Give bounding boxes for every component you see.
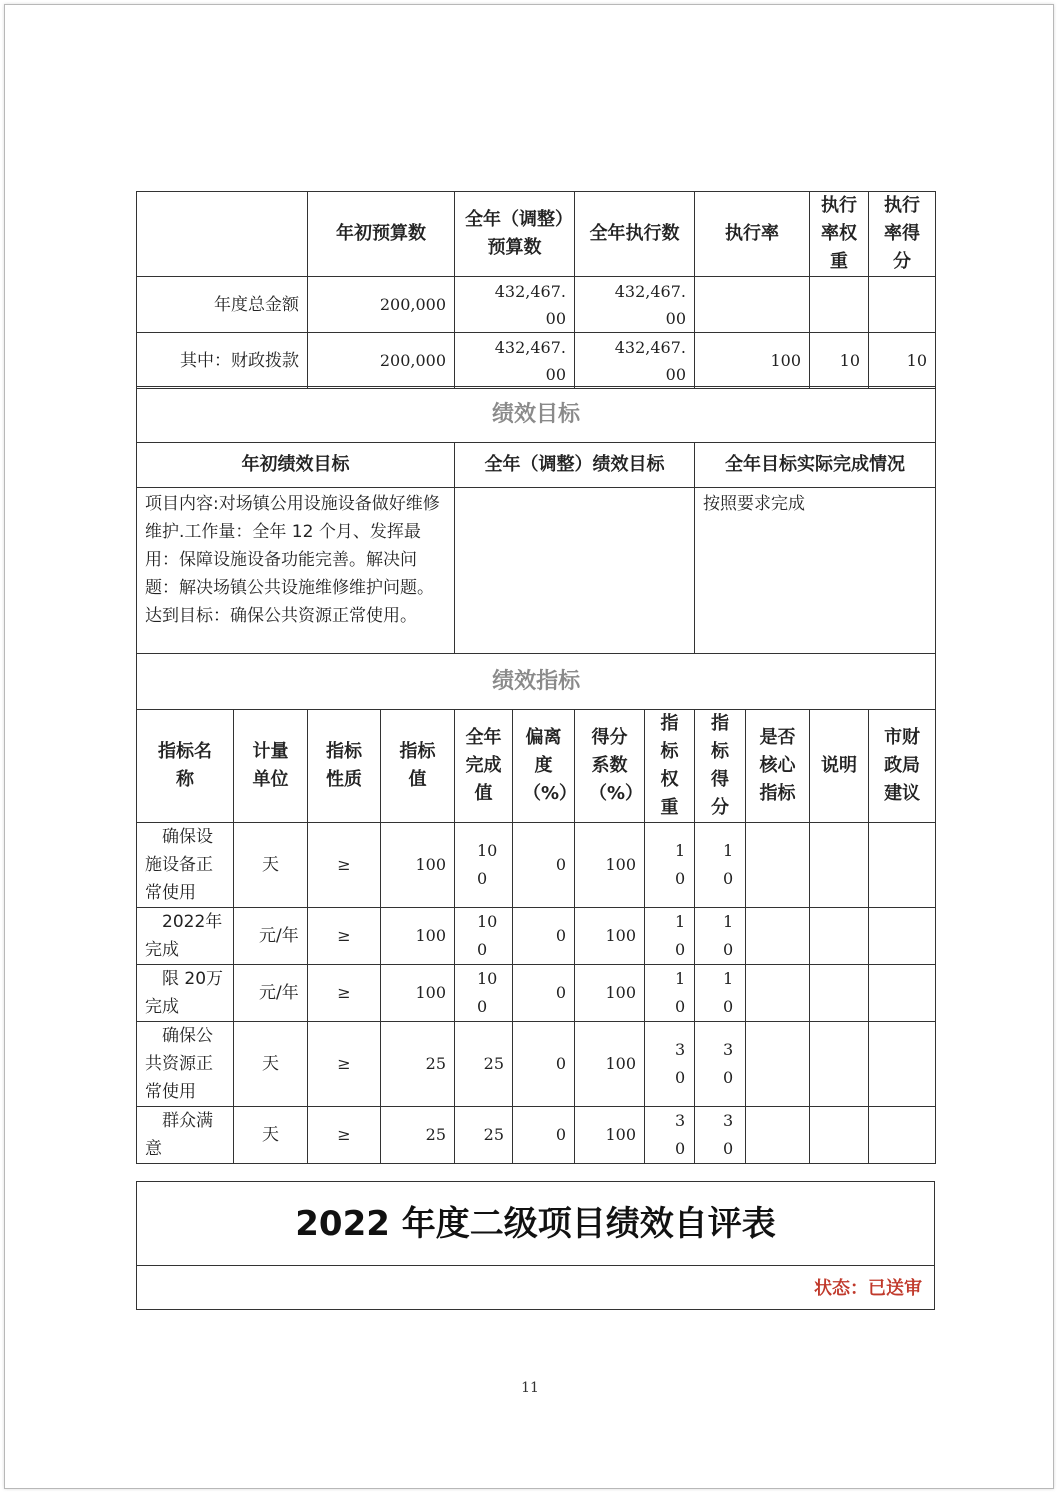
indicator-advice — [869, 908, 936, 965]
budget-adjusted-value: 432,467.00 — [455, 277, 575, 333]
indicator-coefficient: 100 — [575, 908, 645, 965]
indicator-advice — [869, 1022, 936, 1107]
indicator-weight: 10 — [645, 908, 695, 965]
indicator-done: 25 — [455, 1107, 513, 1164]
form-title: 2022 年度二级项目绩效自评表 — [137, 1182, 934, 1266]
ind-header-unit: 计量单位 — [234, 710, 308, 823]
indicator-weight: 30 — [645, 1107, 695, 1164]
indicator-weight: 10 — [645, 823, 695, 908]
indicator-nature: ≥ — [308, 908, 381, 965]
budget-score-value — [869, 277, 936, 333]
indicator-done: 100 — [455, 908, 513, 965]
indicator-nature: ≥ — [308, 823, 381, 908]
indicator-core — [746, 1022, 810, 1107]
budget-row-total — [137, 277, 936, 333]
indicator-done: 100 — [455, 823, 513, 908]
indicator-coefficient: 100 — [575, 1022, 645, 1107]
indicator-note — [810, 1107, 869, 1164]
initial-goal-text: 项目内容:对场镇公用设施设备做好维修维护.工作量：全年 12 个月、发挥最用：保障设施设备功能完善。解决问题：解决场镇公共设施维修维护问题。达到目标：确保公共资源正常使用。 — [137, 488, 455, 654]
indicator-value: 25 — [381, 1022, 455, 1107]
budget-header-blank — [137, 192, 308, 277]
status-badge: 状态：已送审 — [814, 1278, 922, 1299]
indicator-advice — [869, 823, 936, 908]
budget-header-executed: 全年执行数 — [575, 192, 695, 277]
goals-header-actual: 全年目标实际完成情况 — [695, 443, 936, 488]
budget-header-weight: 执行率权重 — [810, 192, 869, 277]
ind-header-weight: 指标权重 — [645, 710, 695, 823]
indicator-value: 100 — [381, 908, 455, 965]
ind-header-note: 说明 — [810, 710, 869, 823]
budget-header-adjusted: 全年（调整）预算数 — [455, 192, 575, 277]
indicator-unit: 天 — [234, 1107, 308, 1164]
indicator-score: 10 — [695, 908, 746, 965]
indicator-score: 10 — [695, 823, 746, 908]
ind-header-value: 指标值 — [381, 710, 455, 823]
indicator-core — [746, 823, 810, 908]
indicator-deviation: 0 — [513, 1107, 575, 1164]
goals-content-row — [137, 488, 936, 654]
indicator-score: 30 — [695, 1107, 746, 1164]
budget-initial-value: 200,000 — [308, 277, 455, 333]
indicator-name: 确保设施设备正常使用 — [137, 823, 234, 908]
indicator-core — [746, 965, 810, 1022]
ind-header-name: 指标名称 — [137, 710, 234, 823]
budget-executed-value: 432,467.00 — [575, 277, 695, 333]
budget-row-label: 其中：财政拨款 — [137, 333, 308, 389]
indicator-row — [137, 823, 936, 908]
budget-executed-value: 432,467.00 — [575, 333, 695, 389]
budget-adjusted-value: 432,467.00 — [455, 333, 575, 389]
indicator-name: 2022年完成 — [137, 908, 234, 965]
budget-header-row — [137, 192, 936, 277]
ind-header-nature: 指标性质 — [308, 710, 381, 823]
ind-header-score: 指标得分 — [695, 710, 746, 823]
indicator-note — [810, 1022, 869, 1107]
indicators-header-row — [137, 710, 936, 823]
budget-header-initial: 年初预算数 — [308, 192, 455, 277]
ind-header-advice: 市财政局建议 — [869, 710, 936, 823]
budget-table — [136, 191, 936, 389]
budget-weight-value — [810, 277, 869, 333]
indicator-value: 25 — [381, 1107, 455, 1164]
indicator-row — [137, 908, 936, 965]
indicator-name: 群众满意 — [137, 1107, 234, 1164]
indicator-done: 100 — [455, 965, 513, 1022]
indicator-weight: 10 — [645, 965, 695, 1022]
indicator-coefficient: 100 — [575, 823, 645, 908]
goals-table — [136, 386, 936, 654]
indicator-unit: 元/年 — [234, 908, 308, 965]
indicator-advice — [869, 1107, 936, 1164]
indicator-name: 确保公共资源正常使用 — [137, 1022, 234, 1107]
adjusted-goal-text — [455, 488, 695, 654]
ind-header-done: 全年完成值 — [455, 710, 513, 823]
indicator-nature: ≥ — [308, 1022, 381, 1107]
indicator-row — [137, 1107, 936, 1164]
indicator-nature: ≥ — [308, 965, 381, 1022]
goals-header-initial: 年初绩效目标 — [137, 443, 455, 488]
indicator-note — [810, 965, 869, 1022]
indicator-unit: 天 — [234, 1022, 308, 1107]
indicator-deviation: 0 — [513, 1022, 575, 1107]
page-number: 11 — [521, 1380, 539, 1396]
actual-completion-text: 按照要求完成 — [695, 488, 936, 654]
budget-score-value: 10 — [869, 333, 936, 389]
indicator-row — [137, 1022, 936, 1107]
indicator-unit: 元/年 — [234, 965, 308, 1022]
indicator-row — [137, 965, 936, 1022]
indicator-deviation: 0 — [513, 823, 575, 908]
budget-weight-value: 10 — [810, 333, 869, 389]
indicator-weight: 30 — [645, 1022, 695, 1107]
indicator-coefficient: 100 — [575, 1107, 645, 1164]
indicator-advice — [869, 965, 936, 1022]
indicator-value: 100 — [381, 823, 455, 908]
ind-header-coefficient: 得分系数（%） — [575, 710, 645, 823]
indicator-note — [810, 908, 869, 965]
budget-rate-value — [695, 277, 810, 333]
indicator-core — [746, 908, 810, 965]
indicator-done: 25 — [455, 1022, 513, 1107]
goals-header-adjusted: 全年（调整）绩效目标 — [455, 443, 695, 488]
indicator-score: 30 — [695, 1022, 746, 1107]
indicator-deviation: 0 — [513, 908, 575, 965]
ind-header-deviation: 偏离度（%） — [513, 710, 575, 823]
budget-header-score: 执行率得分 — [869, 192, 936, 277]
indicator-core — [746, 1107, 810, 1164]
indicators-table — [136, 653, 936, 1164]
indicator-note — [810, 823, 869, 908]
goals-section-title: 绩效目标 — [137, 387, 936, 443]
indicator-value: 100 — [381, 965, 455, 1022]
budget-row-fiscal — [137, 333, 936, 389]
indicator-nature: ≥ — [308, 1107, 381, 1164]
form-title-box — [136, 1181, 935, 1310]
budget-row-label: 年度总金额 — [137, 277, 308, 333]
ind-header-core: 是否核心指标 — [746, 710, 810, 823]
budget-initial-value: 200,000 — [308, 333, 455, 389]
goals-header-row — [137, 443, 936, 488]
indicator-deviation: 0 — [513, 965, 575, 1022]
budget-rate-value: 100 — [695, 333, 810, 389]
indicator-coefficient: 100 — [575, 965, 645, 1022]
indicator-name: 限 20万完成 — [137, 965, 234, 1022]
indicator-score: 10 — [695, 965, 746, 1022]
budget-header-rate: 执行率 — [695, 192, 810, 277]
indicators-section-title: 绩效指标 — [137, 654, 936, 710]
indicator-unit: 天 — [234, 823, 308, 908]
